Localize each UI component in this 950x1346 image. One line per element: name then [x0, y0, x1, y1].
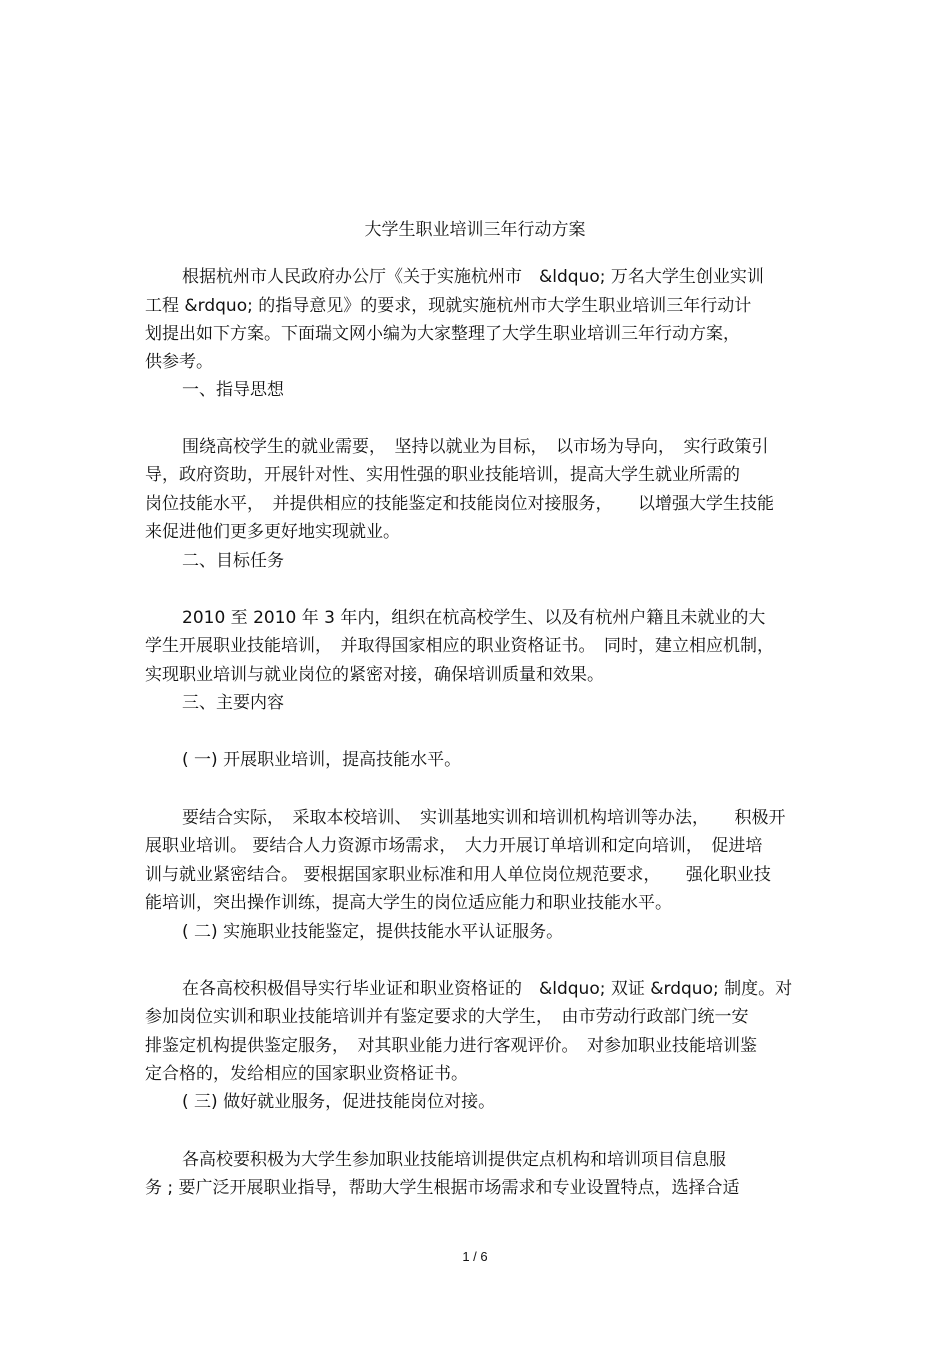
text-line: 工程 &rdquo; 的指导意见》的要求，现就实施杭州市大学生职业培训三年行动计 [145, 296, 752, 316]
text-line: 各高校要积极为大学生参加职业技能培训提供定点机构和培训项目信息服 [182, 1150, 726, 1170]
text-line: 划提出如下方案。下面瑞文网小编为大家整理了大学生职业培训三年行动方案， [145, 324, 740, 344]
section-heading: 二、目标任务 [182, 551, 284, 571]
page-number: 1 / 6 [462, 1249, 488, 1264]
text-line: 展职业培训。 要结合人力资源市场需求， 大力开展订单培训和定向培训， 促进培 [145, 836, 763, 856]
subsection-heading: ( 一) 开展职业培训，提高技能水平。 [182, 750, 462, 770]
text-line: 实现职业培训与就业岗位的紧密对接，确保培训质量和效果。 [145, 665, 604, 685]
text-line: 岗位技能水平， 并提供相应的技能鉴定和技能岗位对接服务， 以增强大学生技能 [145, 494, 774, 514]
section-heading: 一、指导思想 [182, 380, 284, 400]
document-title: 大学生职业培训三年行动方案 [364, 220, 586, 240]
text-line: 在各高校积极倡导实行毕业证和职业资格证的 &ldquo; 双证 &rdquo; 制度。对 [182, 979, 793, 999]
subsection-heading: ( 三) 做好就业服务，促进技能岗位对接。 [182, 1092, 496, 1112]
text-line: 供参考。 [145, 352, 213, 372]
text-line: 根据杭州市人民政府办公厅《关于实施杭州市 &ldquo; 万名大学生创业实训 [182, 267, 764, 287]
text-line: 导，政府资助，开展针对性、实用性强的职业技能培训，提高大学生就业所需的 [145, 465, 740, 485]
text-line: 务 ; 要广泛开展职业指导，帮助大学生根据市场需求和专业设置特点，选择合适 [145, 1178, 740, 1198]
text-line: 要结合实际， 采取本校培训、 实训基地实训和培训机构培训等办法， 积极开 [182, 808, 786, 828]
text-line: 排鉴定机构提供鉴定服务， 对其职业能力进行客观评价。 对参加职业技能培训鉴 [145, 1036, 757, 1056]
text-line: 定合格的，发给相应的国家职业资格证书。 [145, 1064, 468, 1084]
text-line: 学生开展职业技能培训， 并取得国家相应的职业资格证书。 同时，建立相应机制， [145, 636, 774, 656]
text-line: 来促进他们更多更好地实现就业。 [145, 522, 400, 542]
text-line: 围绕高校学生的就业需要， 坚持以就业为目标， 以市场为导向， 实行政策引 [182, 437, 769, 457]
subsection-heading: ( 二) 实施职业技能鉴定，提供技能水平认证服务。 [182, 922, 564, 942]
text-line: 能培训，突出操作训练，提高大学生的岗位适应能力和职业技能水平。 [145, 893, 672, 913]
text-line: 训与就业紧密结合。 要根据国家职业标准和用人单位岗位规范要求， 强化职业技 [145, 865, 771, 885]
section-heading: 三、主要内容 [182, 693, 284, 713]
text-line: 参加岗位实训和职业技能培训并有鉴定要求的大学生， 由市劳动行政部门统一安 [145, 1007, 749, 1027]
text-line: 2010 至 2010 年 3 年内，组织在杭高校学生、以及有杭州户籍且未就业的大 [182, 608, 766, 628]
